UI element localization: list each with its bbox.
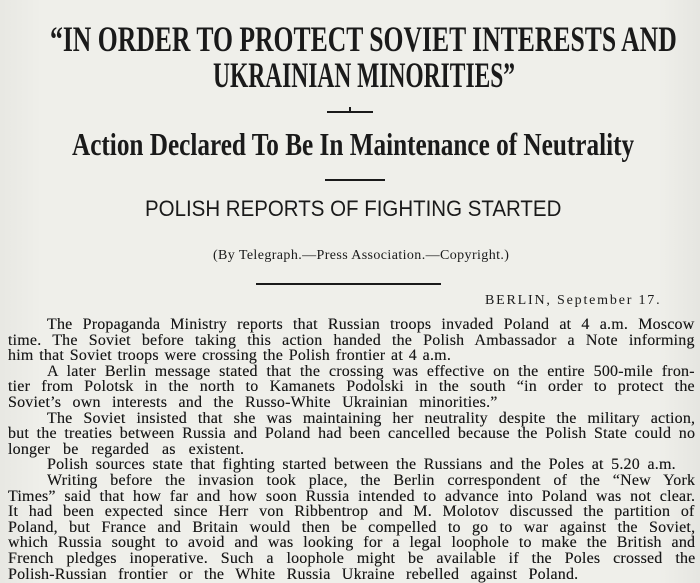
headline-text: UKRAINIAN MINORITIES” (213, 55, 516, 95)
credit-text: (By Telegraph.—Press Association.—Copyright.) (213, 248, 510, 263)
body-line (8, 426, 695, 442)
body-line-text: time. The Soviet before taking this action handed the Polish Ambassador a Note informing (8, 331, 695, 349)
subheadline-rule (325, 179, 385, 181)
paragraph (0, 364, 700, 411)
body-line-text: Polish-Russian frontier or the White Russia Ukraine rebelled against Poland. (8, 565, 579, 583)
body-line-text: It had been expected since Herr von Ribbentrop and M. Molotov discussed the partition of (8, 503, 695, 521)
headline-divider-tick (349, 107, 351, 111)
body-line (47, 473, 695, 489)
body-line (47, 411, 695, 427)
body-line (8, 395, 498, 411)
body-line (8, 504, 695, 520)
body-line (47, 364, 695, 380)
body-line (8, 567, 578, 583)
body-line-text: Poland, but France and Britain would then be compelled to go to war against the Soviet, (8, 518, 696, 536)
paragraph (0, 317, 700, 364)
body-line (8, 333, 695, 349)
body-line-text: tier from Polotsk in the north to Kamanets Podolski in the south “in order to protect the (8, 378, 695, 396)
body-line (8, 535, 695, 551)
body-line-text: The Propaganda Ministry reports that Russian troops invaded Poland at 4 a.m. Moscow (47, 316, 695, 333)
credit-rule (256, 283, 441, 285)
body-line-text: The Soviet insisted that she was maintaining her neutrality despite the military action, (47, 409, 696, 427)
body-line-text: Polish sources state that fighting started between the Russians and the Poles at 5.20 a.m. (47, 456, 676, 474)
paragraph (0, 457, 700, 473)
headline-line (213, 57, 515, 93)
body-line (8, 348, 451, 364)
deck-text: POLISH REPORTS OF FIGHTING STARTED (145, 196, 562, 221)
headline-text: “IN ORDER TO PROTECT SOVIET INTERESTS AND (50, 19, 677, 59)
body-line (47, 317, 695, 333)
body-line-text: longer be regarded as existent. (8, 440, 245, 458)
paragraph (0, 411, 700, 458)
body-line-text: but the treaties between Russia and Poland had been cancelled because the Polish State could no (8, 425, 696, 443)
deck-heading (145, 198, 561, 220)
body-line (8, 520, 695, 536)
body-line-text: French pledges inoperative. Such a loophole might be available if the Poles crossed the (8, 549, 696, 567)
body-line (8, 551, 695, 567)
paragraph (0, 473, 700, 582)
headline-divider (327, 111, 373, 113)
subheadline-text: Action Declared To Be In Maintenance of Neutrality (72, 126, 635, 162)
body-line (8, 442, 244, 458)
body-line-text: Writing before the invasion took place, the Berlin correspondent of the “New York (47, 471, 696, 489)
article-body (0, 317, 700, 582)
body-line (8, 379, 695, 395)
dateline (485, 294, 661, 308)
body-line-text: Soviet’s own interests and the Russo-White Ukrainian minorities.” (8, 393, 498, 411)
subheadline (72, 128, 634, 160)
body-line-text: Times” said that how far and how soon Russia intended to advance into Poland was not clear. (8, 487, 696, 505)
headline-line (50, 21, 677, 57)
body-line-text: A later Berlin message stated that the crossing was effective on the entire 500-mile fron- (47, 362, 695, 380)
body-line (8, 489, 695, 505)
body-line-text: which Russia sought to avoid and was looking for a legal loophole to make the British and (8, 534, 696, 552)
body-line (47, 457, 676, 473)
credit-line (213, 249, 509, 263)
body-line-text: him that Soviet troops were crossing the Polish frontier at 4 a.m. (8, 347, 452, 365)
dateline-text: BERLIN, September 17. (485, 293, 662, 308)
